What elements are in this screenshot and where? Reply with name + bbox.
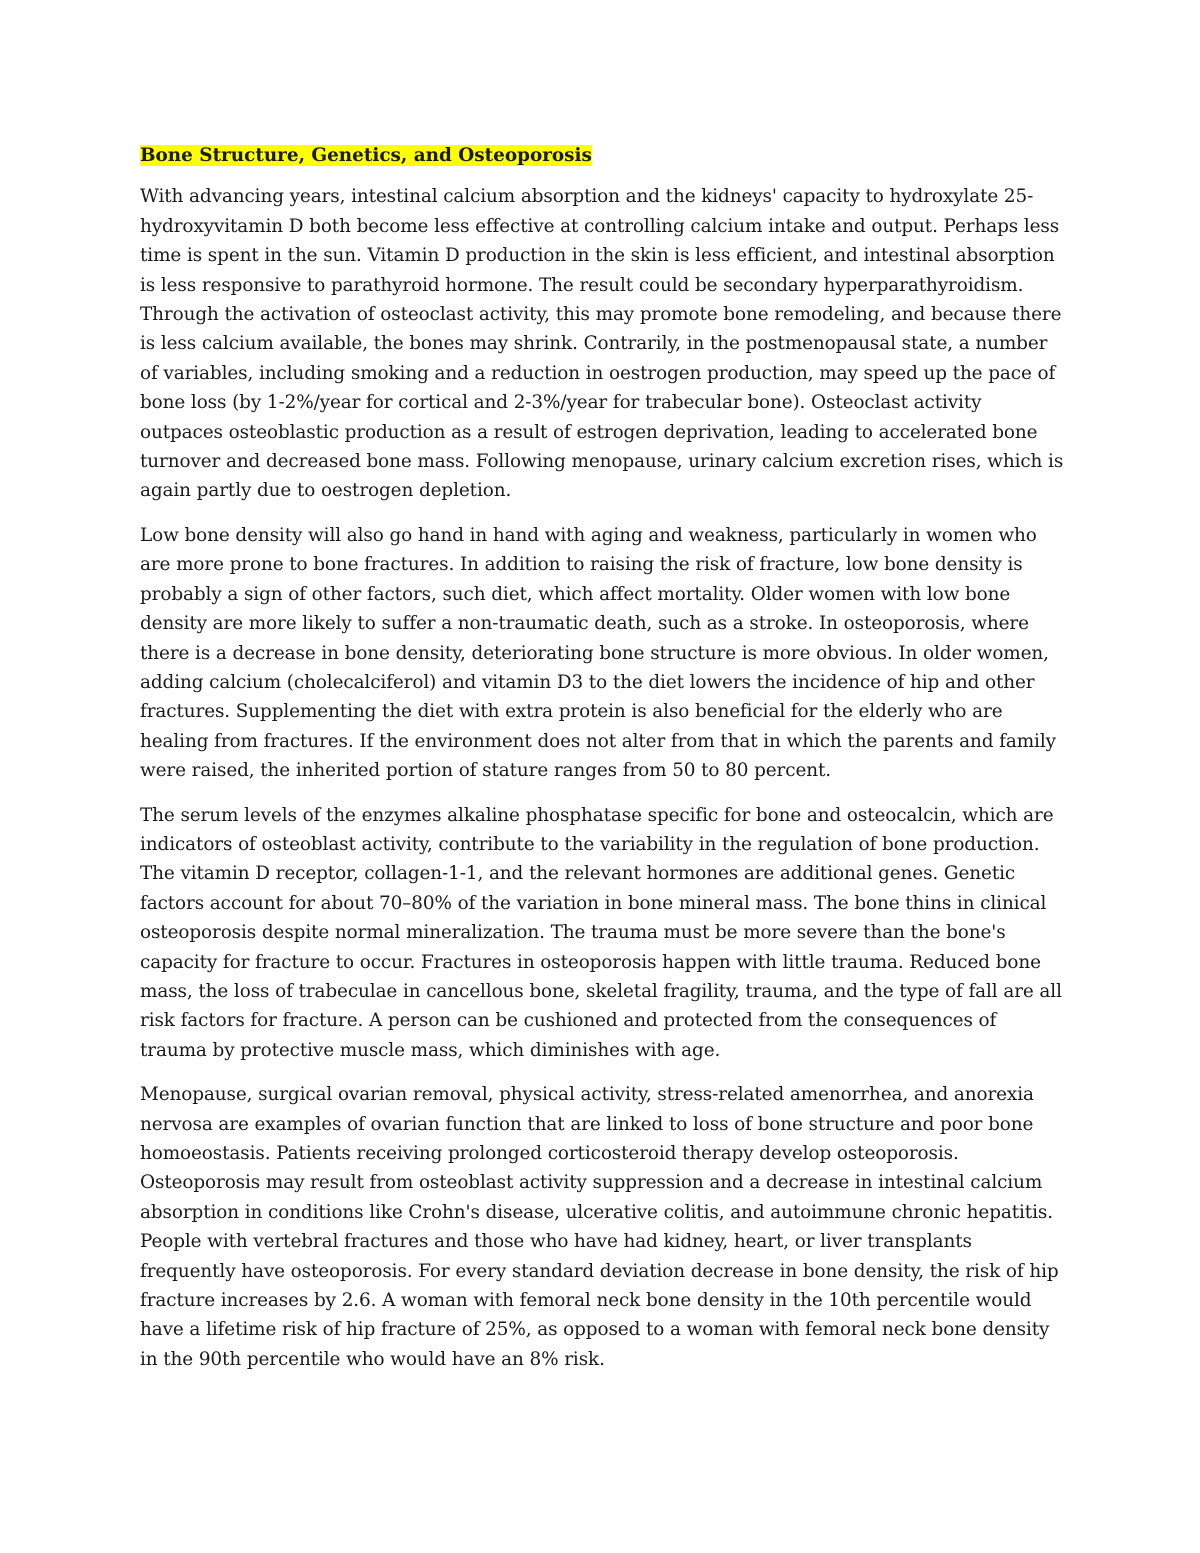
document-body [140, 141, 1065, 1389]
document-title [140, 141, 1065, 170]
paragraph-1: With advancing years, intestinal calcium absorption and the kidneys' capacity to hydroxylate 25-hydroxyvitamin D both become less effective at controlling calcium intake and output. Perhaps less time is spent in the sun. Vitamin D production in the skin is less efficient, and intestinal absorption is less responsive to parathyroid hormone. The result could be secondary hyperparathyroidism. Through the activation of osteoclast activity, this may promote bone remodeling, and because there is less calcium available, the bones may shrink. Contrarily, in the postmenopausal state, a number of variables, including smoking and a reduction in oestrogen production, may speed up the pace of bone loss (by 1-2%/year for cortical and 2-3%/year for trabecular bone). Osteoclast activity outpaces osteoblastic production as a result of estrogen deprivation, leading to accelerated bone turnover and decreased bone mass. Following menopause, urinary calcium excretion rises, which is again partly due to oestrogen depletion. [140, 186, 1064, 502]
document-title-highlight: Bone Structure, Genetics, and Osteoporosis [140, 145, 592, 166]
paragraph-2: Low bone density will also go hand in hand with aging and weakness, particularly in women who are more prone to bone fractures. In addition to raising the risk of fracture, low bone density is probably a sign of other factors, such diet, which affect mortality. Older women with low bone density are more likely to suffer a non-traumatic death, such as a stroke. In osteoporosis, where there is a decrease in bone density, deteriorating bone structure is more obvious. In older women, adding calcium (cholecalciferol) and vitamin D3 to the diet lowers the incidence of hip and other fractures. Supplementing the diet with extra protein is also beneficial for the elderly who are healing from fractures. If the environment does not alter from that in which the parents and family were raised, the inherited portion of stature ranges from 50 to 80 percent. [140, 524, 1056, 782]
paragraph-3: The serum levels of the enzymes alkaline phosphatase specific for bone and osteocalcin, which are indicators of osteoblast activity, contribute to the variability in the regulation of bone production. The vitamin D receptor, collagen-1-1, and the relevant hormones are additional genes. Genetic factors account for about 70–80% of the variation in bone mineral mass. The bone thins in clinical osteoporosis despite normal mineralization. The trauma must be more severe than the bone's capacity for fracture to occur. Fractures in osteoporosis happen with little trauma. Reduced bone mass, the loss of trabeculae in cancellous bone, skeletal fragility, trauma, and the type of fall are all risk factors for fracture. A person can be cushioned and protected from the consequences of trauma by protective muscle mass, which diminishes with age. [140, 804, 1062, 1061]
paragraph-4: Menopause, surgical ovarian removal, physical activity, stress-related amenorrhea, and anorexia nervosa are examples of ovarian function that are linked to loss of bone structure and poor bone homoeostasis. Patients receiving prolonged corticosteroid therapy develop osteoporosis. Osteoporosis may result from osteoblast activity suppression and a decrease in intestinal calcium absorption in conditions like Crohn's disease, ulcerative colitis, and autoimmune chronic hepatitis. People with vertebral fractures and those who have had kidney, heart, or liver transplants frequently have osteoporosis. For every standard deviation decrease in bone density, the risk of hip fracture increases by 2.6. A woman with femoral neck bone density in the 10th percentile would have a lifetime risk of hip fracture of 25%, as opposed to a woman with femoral neck bone density in the 90th percentile who would have an 8% risk. [140, 1084, 1059, 1370]
